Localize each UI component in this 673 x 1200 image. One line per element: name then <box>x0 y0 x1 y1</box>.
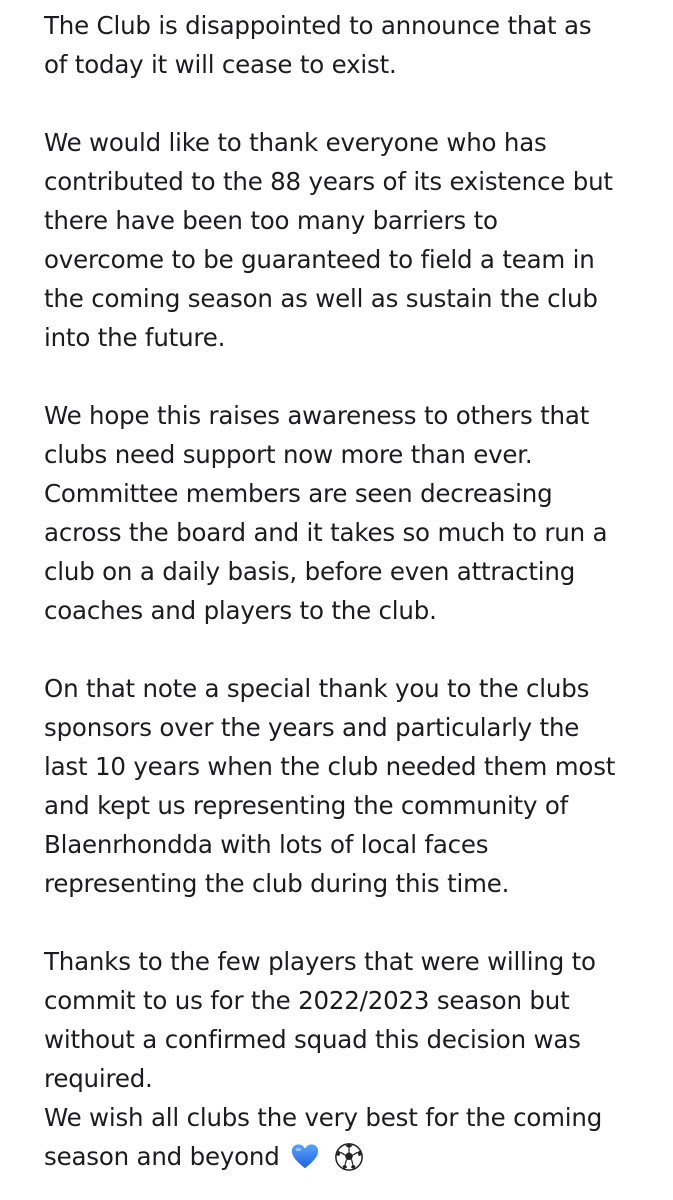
text-line: contributed to the 88 years of its existence but <box>44 167 613 196</box>
text-line: Committee members are seen decreasing <box>44 479 553 508</box>
text-line: last 10 years when the club needed them most <box>44 752 616 781</box>
note-body <box>44 6 644 1176</box>
paragraph-announcement <box>44 6 644 84</box>
paragraph-gap <box>44 903 644 942</box>
closing-line <box>44 1137 644 1176</box>
text-line: across the board and it takes so much to run a <box>44 518 608 547</box>
paragraph-sponsors <box>44 669 644 903</box>
soccer-ball-icon <box>334 1142 364 1172</box>
paragraph-gap <box>44 630 644 669</box>
text-line: and kept us representing the community of <box>44 791 569 820</box>
text-line: We would like to thank everyone who has <box>44 128 547 157</box>
text-line: The Club is disappointed to announce that as <box>44 11 592 40</box>
text-line: of today it will cease to exist. <box>44 50 397 79</box>
paragraph-players <box>44 942 644 1176</box>
text-line: sponsors over the years and particularly the <box>44 713 580 742</box>
text-line: representing the club during this time. <box>44 869 510 898</box>
text-line: We hope this raises awareness to others that <box>44 401 590 430</box>
text-line: Thanks to the few players that were willing to <box>44 947 596 976</box>
blue-heart-icon <box>290 1142 320 1172</box>
paragraph-thanks <box>44 123 644 357</box>
text-line: season and beyond <box>44 1142 280 1171</box>
text-line: the coming season as well as sustain the club <box>44 284 598 313</box>
text-line: required. <box>44 1064 153 1093</box>
paragraph-gap <box>44 357 644 396</box>
text-line: Blaenrhondda with lots of local faces <box>44 830 489 859</box>
text-line: into the future. <box>44 323 226 352</box>
text-line: without a confirmed squad this decision was <box>44 1025 581 1054</box>
paragraph-awareness <box>44 396 644 630</box>
paragraph-gap <box>44 84 644 123</box>
text-line: coaches and players to the club. <box>44 596 437 625</box>
text-line: clubs need support now more than ever. <box>44 440 533 469</box>
text-line: overcome to be guaranteed to field a team in <box>44 245 595 274</box>
text-line: On that note a special thank you to the clubs <box>44 674 590 703</box>
text-line: there have been too many barriers to <box>44 206 498 235</box>
text-line: commit to us for the 2022/2023 season but <box>44 986 570 1015</box>
text-line: club on a daily basis, before even attracting <box>44 557 576 586</box>
text-line: We wish all clubs the very best for the coming <box>44 1103 603 1132</box>
